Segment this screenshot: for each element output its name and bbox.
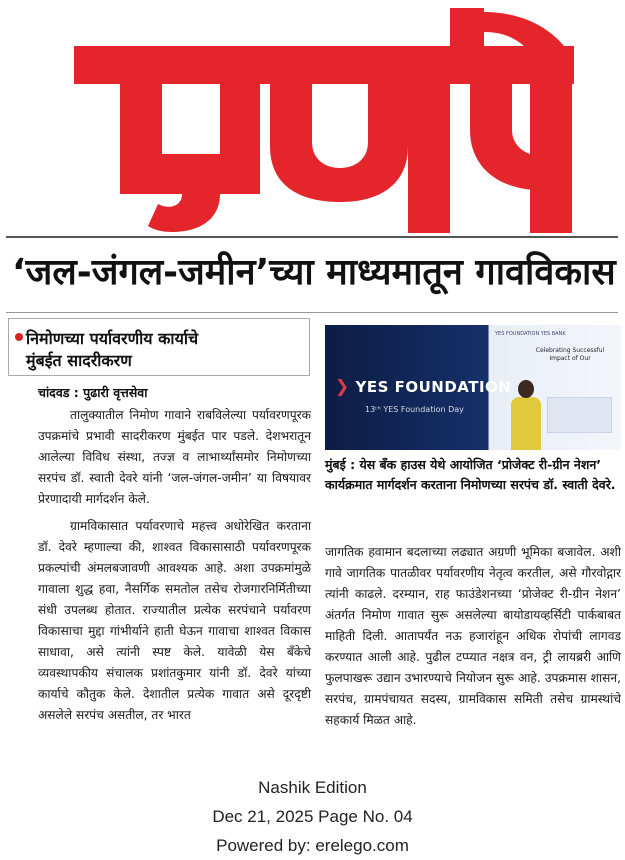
powered-by-label: Powered by: erelego.com xyxy=(216,836,409,855)
edition-label: Nashik Edition xyxy=(258,778,367,797)
top-divider xyxy=(6,236,618,238)
subhead-line-2: मुंबईत सादरीकरण xyxy=(26,351,132,370)
yes-foundation-logo xyxy=(335,377,511,397)
event-photo xyxy=(325,325,621,450)
foundation-day-text: 13ᵗʰ YES Foundation Day xyxy=(365,405,464,414)
pudhari-logo-graphic xyxy=(60,8,580,233)
photo-topbar-text: YES FOUNDATION YES BANK xyxy=(495,331,566,337)
photo-caption: मुंबई : येस बँक हाउस येथे आयोजित ‘प्रोजेक्ट री-ग्रीन नेशन’ कार्यक्रमात मार्गदर्शन करताना निमोणच्या सरपंच डॉ. स्वाती देवरे. xyxy=(325,457,616,492)
photo-celebrating-text: Celebrating Successful Impact of Our xyxy=(535,347,605,362)
yes-logo-text: YES FOUNDATION xyxy=(355,378,512,396)
dateline: चांदवड : पुढारी वृत्तसेवा xyxy=(38,385,148,400)
speaker-head xyxy=(518,380,534,398)
yes-chevron-icon: ❯ xyxy=(335,377,350,397)
subhead-line-1: निमोणच्या पर्यावरणीय कार्याचे xyxy=(26,329,199,348)
speaker-figure xyxy=(511,397,541,450)
headline-divider xyxy=(6,312,618,313)
bullet-icon xyxy=(15,333,23,341)
article-column-left xyxy=(38,393,311,726)
date-page-label: Dec 21, 2025 Page No. 04 xyxy=(212,807,413,826)
paragraph: ग्रामविकासात पर्यावरणाचे महत्त्व अधोरेखित करताना डॉ. देवरे म्हणाल्या की, शाश्वत विकासासाठी पर्यावरणपूरक प्रकल्पांची अंमलबजावणी आवश्यक आहे. अशा उपक्रमांमुळे गावाला शुद्ध हवा, नैसर्गिक समतोल तसेच रोजगारनिर्मितीच्या संधी उपलब्ध होतात. राज्यातील प्रत्येक सरपंचाने पर्यावरण विकासाचा मुद्दा गांभीर्याने हाती घेऊन गावाचा शाश्वत विकास साधावा, असे त्यांनी स्पष्ट केले. यावेळी येस बँकेचे व्यवस्थापकीय संचालक प्रशांतकुमार यांनी डॉ. देवरे यांच्या कार्याचे कौतुक केले. देशातील प्रत्येक गावात असे दूरदृष्टी असलेले सरपंच असतील, तर भारत xyxy=(38,519,311,722)
paragraph: तालुक्यातील निमोण गावाने राबविलेल्या पर्यावरणपूरक उपक्रमांचे प्रभावी सादरीकरण मुंबईत पार पडले. देशभरातून आलेल्या विविध संस्था, तज्ज्ञ व लाभार्थ्यांसमोर निमोणच्या सरपंच डॉ. स्वाती देवरे यांनी ‘जल-जंगल-जमीन’ या विषयावर प्रेरणादायी मार्गदर्शन केले. xyxy=(38,408,311,506)
headline: ‘जल-जंगल-जमीन’च्या माध्यमातून गावविकास xyxy=(12,252,616,293)
article-column-right: जागतिक हवामान बदलाच्या लढ्यात अग्रणी भूमिका बजावेल. अशी गावे जागतिक पातळीवर पर्यावरणीय नेतृत्व करतील, असे गौरवोद्गार त्यांनी काढले. दरम्यान, राह फाउंडेशनच्या ‘प्रोजेक्ट री-ग्रीन नेशन’ अंतर्गत निमोण गावात सुरू असलेल्या बायोडायव्हर्सिटी पार्कबाबत माहिती दिली. आतापर्यंत नऊ हजारांहून अधिक रोपांची लागवड करण्यात आली आहे. पुढील टप्प्यात नक्षत्र वन, ट्री लायब्ररी आणि फुलपाखरू उद्यान उभारण्याचे नियोजन सुरू आहे. उपक्रमास शासन, सरपंच, ग्रामपंचायत सदस्य, ग्रामविकास समिती तसेच ग्रामस्थांचे सहकार्य मिळत आहे. xyxy=(325,545,621,727)
newspaper-logo xyxy=(60,8,580,233)
screen-graphic xyxy=(547,397,612,433)
